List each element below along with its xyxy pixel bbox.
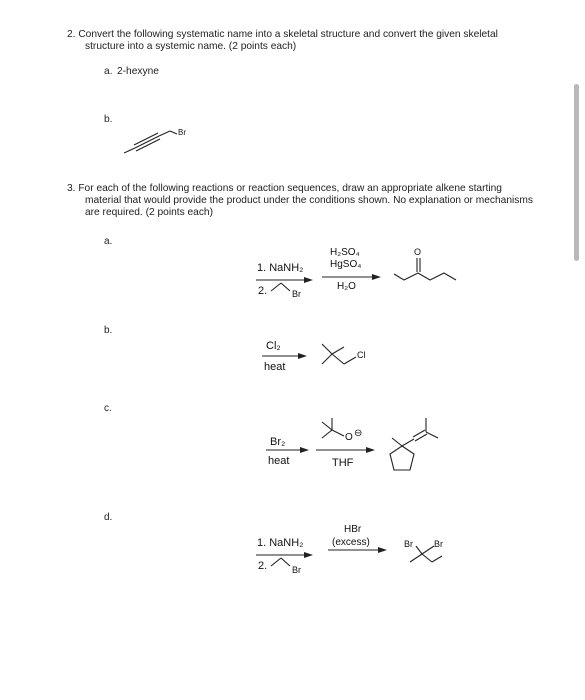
q3-b-arrow — [262, 352, 310, 360]
q3-d-step2-top: HBr — [344, 524, 362, 535]
q3-c-step1-top: Br₂ — [270, 436, 286, 448]
q3-prompt-line1: 3. For each of the following reactions or reaction sequences, draw an appropriate alkene starting — [67, 183, 502, 194]
vertical-scrollbar[interactable] — [574, 84, 579, 261]
q3-d-label: d. — [104, 512, 113, 523]
q3-a-step2-top1: H₂SO₄ — [330, 247, 360, 258]
q3-c-reagent-charge: ⊖ — [354, 428, 363, 439]
q3-c-step1-bottom: heat — [268, 455, 290, 467]
q3-a-label: a. — [104, 236, 113, 247]
q3-prompt-line3: are required. (2 points each) — [85, 207, 213, 218]
q3-a-step1-top: 1. NaNH₂ — [257, 262, 304, 274]
q3-c-reagent-o: O — [345, 432, 353, 443]
q3-d-product-br2: Br — [434, 539, 443, 549]
q3-d-step1-br: Br — [292, 565, 301, 575]
q3-b-top: Cl₂ — [266, 340, 281, 352]
q3-d-arrow2 — [328, 546, 390, 554]
q3-c-tert-butoxide — [318, 416, 378, 446]
q3-a-step1-num: 2. — [258, 285, 268, 297]
q3-a-step1-br: Br — [292, 289, 301, 299]
q3-b-bottom: heat — [264, 361, 286, 373]
q3-c-arrow1 — [266, 446, 312, 454]
q3-a-step2-top2: HgSO₄ — [330, 259, 362, 270]
q3-d-step1-num: 2. — [258, 560, 268, 572]
q3-d-product — [398, 534, 458, 570]
q3-a-allyl-fragment — [270, 281, 310, 299]
q2-a-label: a. — [104, 66, 113, 77]
q3-b-product-cl: Cl — [357, 350, 366, 360]
q2-a-text: 2-hexyne — [117, 66, 159, 77]
q2-prompt-line1: 2. Convert the following systematic name into a skeletal structure and convert the given skeletal — [67, 29, 498, 40]
q2-b-structure — [120, 122, 200, 162]
q3-prompt-line2: material that would provide the product under the conditions shown. No explanation or mechanisms — [85, 195, 533, 206]
q3-d-allyl-fragment — [270, 556, 310, 574]
q3-c-arrow2 — [316, 446, 378, 454]
q3-d-step2-bottom: (excess) — [332, 537, 370, 548]
q3-c-step2-bottom: THF — [332, 457, 354, 469]
q3-d-product-br1: Br — [404, 539, 413, 549]
q3-a-product — [392, 245, 467, 285]
q3-a-step2-bottom: H₂O — [337, 281, 356, 292]
q3-b-label: b. — [104, 325, 113, 336]
q2-b-label: b. — [104, 114, 113, 125]
q3-b-product — [320, 340, 380, 370]
q3-c-label: c. — [104, 403, 112, 414]
q2-prompt-line2: structure into a systemic name. (2 points each) — [85, 41, 297, 52]
q2-b-br: Br — [178, 128, 186, 137]
q3-a-arrow2 — [322, 273, 384, 281]
q3-c-product — [384, 412, 444, 477]
q3-a-product-o: O — [414, 247, 422, 257]
q3-d-step1-top: 1. NaNH₂ — [257, 537, 304, 549]
